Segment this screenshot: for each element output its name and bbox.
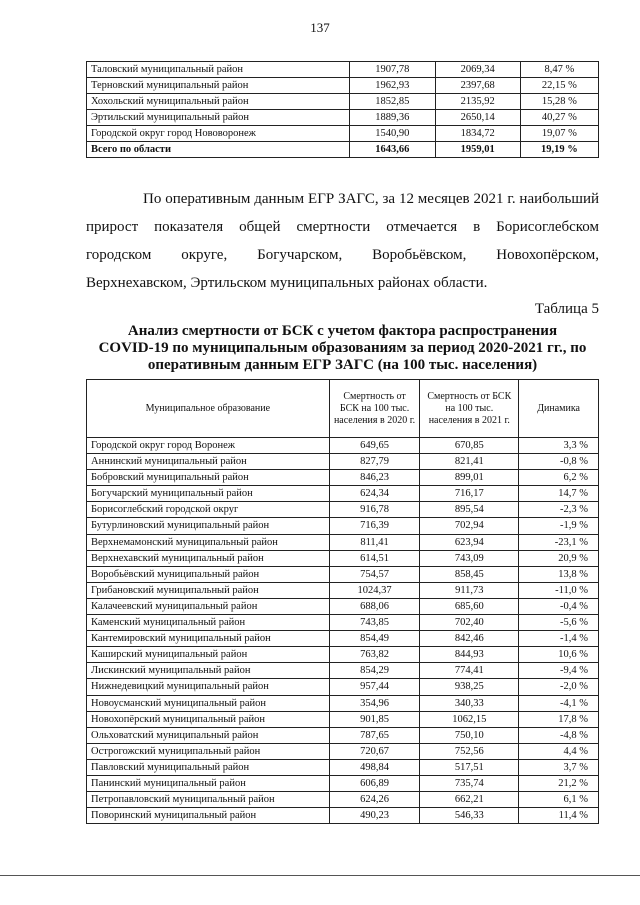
cell-dynamics: -1,9 % — [519, 518, 599, 534]
table-row — [87, 142, 599, 158]
cell-mortality-2021: 2135,92 — [435, 94, 520, 110]
table-row — [87, 743, 599, 759]
cell-mortality-2020: 720,67 — [329, 743, 420, 759]
mortality-table-body — [87, 438, 599, 824]
cell-municipality: Панинский муниципальный район — [87, 775, 330, 791]
cell-mortality-2020: 1024,37 — [329, 582, 420, 598]
cell-municipality: Поворинский муниципальный район — [87, 808, 330, 824]
cell-mortality-2021: 938,25 — [420, 679, 519, 695]
cell-municipality: Эртильский муниципальный район — [87, 110, 350, 126]
cell-mortality-2020: 957,44 — [329, 679, 420, 695]
cell-dynamics: -0,8 % — [519, 454, 599, 470]
table-row — [87, 454, 599, 470]
table-title — [86, 323, 599, 374]
cell-mortality-2020: 490,23 — [329, 808, 420, 824]
paragraph-line: городском округе, Богучарском, Воробьёвском, Новохопёрском, — [86, 247, 599, 263]
cell-mortality-2021: 1062,15 — [420, 711, 519, 727]
table-row — [87, 470, 599, 486]
cell-mortality-2020: 743,85 — [329, 615, 420, 631]
table-row — [87, 647, 599, 663]
table-row — [87, 663, 599, 679]
table-header-row — [87, 380, 599, 438]
cell-mortality-2020: 614,51 — [329, 550, 420, 566]
cell-dynamics: 22,15 % — [520, 78, 598, 94]
cell-mortality-2021: 546,33 — [420, 808, 519, 824]
cell-municipality: Кантемировский муниципальный район — [87, 631, 330, 647]
cell-dynamics: 3,7 % — [519, 759, 599, 775]
cell-mortality-2020: 901,85 — [329, 711, 420, 727]
cell-mortality-2020: 606,89 — [329, 775, 420, 791]
header-dynamics: Динамика — [519, 380, 599, 438]
cell-mortality-2021: 842,46 — [420, 631, 519, 647]
cell-mortality-2020: 688,06 — [329, 598, 420, 614]
cell-dynamics: 17,8 % — [519, 711, 599, 727]
cell-dynamics: 6,1 % — [519, 792, 599, 808]
table-label: Таблица 5 — [534, 301, 599, 317]
page-number: 137 — [310, 20, 330, 35]
cell-mortality-2020: 1907,78 — [350, 62, 435, 78]
cell-mortality-2021: 752,56 — [420, 743, 519, 759]
cell-mortality-2020: 354,96 — [329, 695, 420, 711]
cell-mortality-2020: 854,49 — [329, 631, 420, 647]
cell-municipality: Каширский муниципальный район — [87, 647, 330, 663]
cell-mortality-2021: 2650,14 — [435, 110, 520, 126]
cell-dynamics: -2,0 % — [519, 679, 599, 695]
cell-mortality-2020: 1889,36 — [350, 110, 435, 126]
table-row — [87, 615, 599, 631]
cell-mortality-2020: 763,82 — [329, 647, 420, 663]
cell-mortality-2020: 1962,93 — [350, 78, 435, 94]
cell-dynamics: -5,6 % — [519, 615, 599, 631]
cell-mortality-2021: 702,94 — [420, 518, 519, 534]
top-table — [86, 61, 599, 158]
cell-dynamics: -2,3 % — [519, 502, 599, 518]
table-row — [87, 711, 599, 727]
paragraph-line: Верхнехавском, Эртильском муниципальных районах области. — [86, 275, 488, 291]
cell-mortality-2021: 716,17 — [420, 486, 519, 502]
cell-mortality-2020: 624,26 — [329, 792, 420, 808]
cell-municipality: Петропавловский муниципальный район — [87, 792, 330, 808]
cell-municipality: Калачеевский муниципальный район — [87, 598, 330, 614]
cell-municipality: Всего по области — [87, 142, 350, 158]
cell-mortality-2020: 649,65 — [329, 438, 420, 454]
cell-mortality-2021: 911,73 — [420, 582, 519, 598]
cell-mortality-2021: 685,60 — [420, 598, 519, 614]
cell-municipality: Грибановский муниципальный район — [87, 582, 330, 598]
table-row — [87, 486, 599, 502]
cell-dynamics: -4,8 % — [519, 727, 599, 743]
cell-dynamics: 19,19 % — [520, 142, 598, 158]
cell-municipality: Городской округ город Воронеж — [87, 438, 330, 454]
cell-municipality: Верхнехавский муниципальный район — [87, 550, 330, 566]
cell-mortality-2020: 1852,85 — [350, 94, 435, 110]
cell-mortality-2020: 498,84 — [329, 759, 420, 775]
cell-dynamics: -0,4 % — [519, 598, 599, 614]
cell-mortality-2020: 716,39 — [329, 518, 420, 534]
cell-mortality-2020: 854,29 — [329, 663, 420, 679]
cell-dynamics: -1,4 % — [519, 631, 599, 647]
cell-mortality-2021: 743,09 — [420, 550, 519, 566]
cell-dynamics: -11,0 % — [519, 582, 599, 598]
cell-mortality-2021: 670,85 — [420, 438, 519, 454]
table-row — [87, 808, 599, 824]
cell-dynamics: 15,28 % — [520, 94, 598, 110]
cell-dynamics: 19,07 % — [520, 126, 598, 142]
cell-mortality-2021: 821,41 — [420, 454, 519, 470]
cell-dynamics: -23,1 % — [519, 534, 599, 550]
cell-mortality-2021: 2069,34 — [435, 62, 520, 78]
cell-mortality-2020: 916,78 — [329, 502, 420, 518]
table-row — [87, 550, 599, 566]
cell-municipality: Новохопёрский муниципальный район — [87, 711, 330, 727]
cell-municipality: Терновский муниципальный район — [87, 78, 350, 94]
cell-municipality: Борисоглебский городской округ — [87, 502, 330, 518]
cell-mortality-2020: 754,57 — [329, 566, 420, 582]
table-row — [87, 566, 599, 582]
cell-dynamics: 8,47 % — [520, 62, 598, 78]
cell-mortality-2021: 1959,01 — [435, 142, 520, 158]
table-row — [87, 94, 599, 110]
cell-mortality-2021: 774,41 — [420, 663, 519, 679]
table-row — [87, 727, 599, 743]
cell-dynamics: 4,4 % — [519, 743, 599, 759]
cell-mortality-2020: 1643,66 — [350, 142, 435, 158]
cell-dynamics: 6,2 % — [519, 470, 599, 486]
cell-dynamics: -4,1 % — [519, 695, 599, 711]
cell-mortality-2021: 899,01 — [420, 470, 519, 486]
cell-municipality: Богучарский муниципальный район — [87, 486, 330, 502]
cell-municipality: Острогожский муниципальный район — [87, 743, 330, 759]
cell-municipality: Воробьёвский муниципальный район — [87, 566, 330, 582]
cell-mortality-2021: 895,54 — [420, 502, 519, 518]
analysis-paragraph — [86, 185, 599, 297]
table-row — [87, 631, 599, 647]
cell-dynamics: 11,4 % — [519, 808, 599, 824]
cell-municipality: Нижнедевицкий муниципальный район — [87, 679, 330, 695]
cell-mortality-2020: 1540,90 — [350, 126, 435, 142]
mortality-table — [86, 379, 599, 824]
cell-dynamics: 10,6 % — [519, 647, 599, 663]
cell-municipality: Новоусманский муниципальный район — [87, 695, 330, 711]
cell-dynamics: -9,4 % — [519, 663, 599, 679]
cell-mortality-2021: 340,33 — [420, 695, 519, 711]
cell-dynamics: 3,3 % — [519, 438, 599, 454]
cell-mortality-2020: 811,41 — [329, 534, 420, 550]
cell-municipality: Ольховатский муниципальный район — [87, 727, 330, 743]
cell-mortality-2021: 858,45 — [420, 566, 519, 582]
cell-municipality: Бобровский муниципальный район — [87, 470, 330, 486]
table-row — [87, 695, 599, 711]
cell-mortality-2020: 827,79 — [329, 454, 420, 470]
table-row — [87, 518, 599, 534]
cell-dynamics: 13,8 % — [519, 566, 599, 582]
cell-municipality: Павловский муниципальный район — [87, 759, 330, 775]
cell-mortality-2021: 2397,68 — [435, 78, 520, 94]
table-row — [87, 502, 599, 518]
paragraph-line: прирост показателя общей смертности отмечается в Борисоглебском — [86, 219, 599, 235]
cell-municipality: Городской округ город Нововоронеж — [87, 126, 350, 142]
cell-municipality: Бутурлиновский муниципальный район — [87, 518, 330, 534]
table-row — [87, 582, 599, 598]
header-municipality: Муниципальное образование — [87, 380, 330, 438]
cell-dynamics: 40,27 % — [520, 110, 598, 126]
paragraph-line: По оперативным данным ЕГР ЗАГС, за 12 месяцев 2021 г. наибольший — [143, 191, 599, 207]
cell-municipality: Аннинский муниципальный район — [87, 454, 330, 470]
header-mortality-2020: Смертность от БСК на 100 тыс. населения в 2020 г. — [329, 380, 420, 438]
cell-dynamics: 21,2 % — [519, 775, 599, 791]
table-row — [87, 78, 599, 94]
table-title-line: Анализ смертности от БСК с учетом фактора распространения — [127, 323, 558, 339]
table-row — [87, 534, 599, 550]
table-row — [87, 62, 599, 78]
table-title-line: COVID-19 по муниципальным образованиям за период 2020-2021 гг., по — [98, 340, 587, 356]
cell-municipality: Таловский муниципальный район — [87, 62, 350, 78]
table-row — [87, 110, 599, 126]
cell-dynamics: 14,7 % — [519, 486, 599, 502]
cell-mortality-2021: 702,40 — [420, 615, 519, 631]
cell-mortality-2020: 846,23 — [329, 470, 420, 486]
cell-mortality-2020: 624,34 — [329, 486, 420, 502]
cell-municipality: Верхнемамонский муниципальный район — [87, 534, 330, 550]
table-row — [87, 438, 599, 454]
cell-mortality-2020: 787,65 — [329, 727, 420, 743]
header-mortality-2021: Смертность от БСК на 100 тыс. населения в 2021 г. — [420, 380, 519, 438]
cell-municipality: Хохольский муниципальный район — [87, 94, 350, 110]
cell-dynamics: 20,9 % — [519, 550, 599, 566]
table-row — [87, 775, 599, 791]
cell-mortality-2021: 1834,72 — [435, 126, 520, 142]
table-row — [87, 126, 599, 142]
cell-mortality-2021: 623,94 — [420, 534, 519, 550]
cell-mortality-2021: 517,51 — [420, 759, 519, 775]
table-row — [87, 759, 599, 775]
table-row — [87, 598, 599, 614]
top-table-body — [87, 62, 599, 158]
cell-mortality-2021: 735,74 — [420, 775, 519, 791]
bottom-rule — [0, 875, 640, 876]
cell-municipality: Лискинский муниципальный район — [87, 663, 330, 679]
cell-municipality: Каменский муниципальный район — [87, 615, 330, 631]
cell-mortality-2021: 662,21 — [420, 792, 519, 808]
table-title-line: оперативным данным ЕГР ЗАГС (на 100 тыс. населения) — [147, 357, 538, 373]
table-row — [87, 679, 599, 695]
table-row — [87, 792, 599, 808]
cell-mortality-2021: 844,93 — [420, 647, 519, 663]
cell-mortality-2021: 750,10 — [420, 727, 519, 743]
